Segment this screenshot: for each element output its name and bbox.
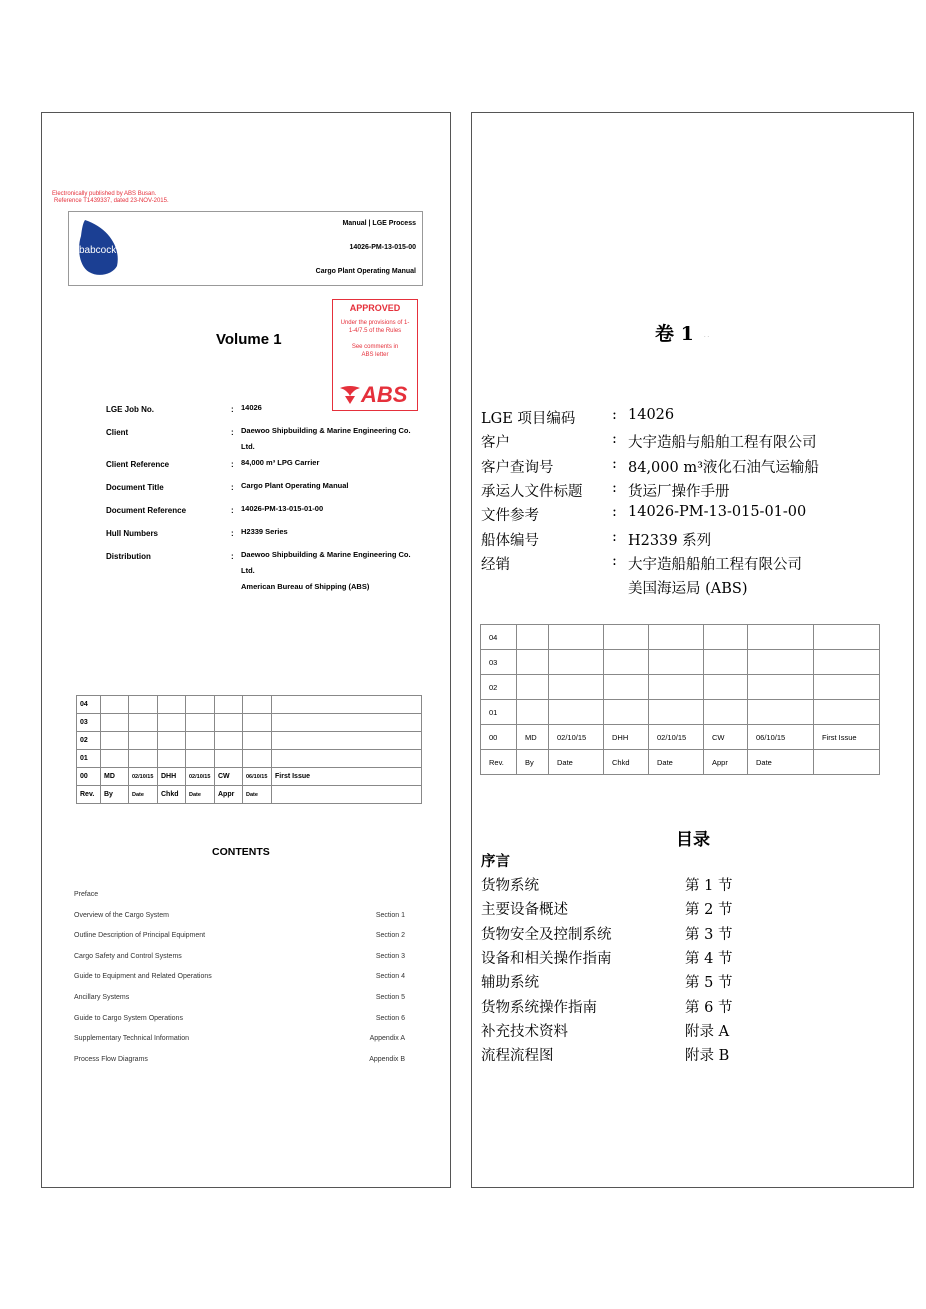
revision-cell bbox=[517, 650, 549, 675]
revision-cell: Rev. bbox=[481, 750, 517, 775]
toc-item-name-cn: 补充技术资料 bbox=[481, 1023, 568, 1040]
revision-cell bbox=[604, 675, 649, 700]
contents-item-name: Cargo Safety and Control Systems bbox=[74, 952, 182, 960]
revision-cell bbox=[704, 700, 748, 725]
contents-item-ref: Section 3 bbox=[375, 952, 405, 960]
contents-item bbox=[74, 891, 405, 898]
document-header bbox=[68, 211, 423, 286]
toc-item-ref-cn: 附录 B bbox=[685, 1048, 730, 1065]
revision-cell: 03 bbox=[481, 650, 517, 675]
revision-cell: Rev. bbox=[77, 786, 101, 804]
info-label: Distribution bbox=[106, 552, 151, 561]
revision-cell bbox=[186, 732, 215, 750]
revision-cell bbox=[517, 675, 549, 700]
revision-cell: CW bbox=[215, 768, 243, 786]
revision-cell: 02 bbox=[481, 675, 517, 700]
toc-item-ref-cn: 第 4 节 bbox=[685, 950, 733, 967]
contents-item-name: Guide to Cargo System Operations bbox=[74, 1014, 183, 1022]
revision-cell bbox=[101, 696, 129, 714]
info-label-cn: LGE 项目编码 bbox=[481, 411, 576, 427]
revision-row bbox=[77, 786, 422, 804]
revision-cell bbox=[704, 650, 748, 675]
revision-cell bbox=[186, 714, 215, 732]
revision-cell bbox=[814, 625, 880, 650]
contents-item bbox=[74, 953, 405, 960]
contents-item-ref: Section 6 bbox=[375, 1014, 405, 1022]
revision-cell: 06/10/15 bbox=[243, 768, 272, 786]
revision-cell bbox=[215, 696, 243, 714]
revision-cell: 02/10/15 bbox=[129, 768, 158, 786]
info-value: H2339 Series bbox=[241, 527, 288, 536]
revision-cell bbox=[158, 714, 186, 732]
revision-row bbox=[77, 696, 422, 714]
header-doc-number: 14026-PM-13-015-00 bbox=[349, 244, 416, 251]
contents-item-ref: Section 2 bbox=[375, 932, 405, 940]
info-value-cn: H2339 系列 bbox=[628, 532, 712, 549]
contents-item-name: Supplementary Technical Information bbox=[74, 1035, 190, 1043]
toc-item-name-cn: 货物系统 bbox=[481, 878, 539, 894]
info-label-cn: 文件参考 bbox=[481, 508, 539, 525]
revision-cell bbox=[748, 650, 814, 675]
contents-item bbox=[74, 1035, 405, 1042]
revision-cell: First Issue bbox=[814, 725, 880, 750]
faint-dots: . . bbox=[704, 333, 710, 339]
logo-wordmark: babcock bbox=[79, 245, 117, 256]
revision-cell bbox=[215, 732, 243, 750]
contents-item bbox=[74, 973, 405, 980]
revision-row bbox=[481, 675, 880, 700]
stamp-comments: See comments in ABS letter bbox=[351, 344, 399, 358]
toc-item-cn bbox=[481, 1020, 736, 1041]
volume-title: Volume 1 bbox=[216, 331, 282, 348]
info-label-cn: 客户 bbox=[481, 435, 510, 452]
contents-item-name: Preface bbox=[74, 891, 99, 898]
info-label-cn: 经销 bbox=[481, 556, 510, 573]
revision-cell: Appr bbox=[215, 786, 243, 804]
revision-cell bbox=[604, 650, 649, 675]
contents-item-ref: Section 1 bbox=[375, 911, 405, 919]
revision-row bbox=[77, 750, 422, 768]
stamp-abs: ABS bbox=[361, 382, 408, 407]
revision-cell bbox=[549, 675, 604, 700]
revision-cell bbox=[243, 714, 272, 732]
revision-cell bbox=[129, 750, 158, 768]
revision-row bbox=[77, 768, 422, 786]
revision-cell: 02/10/15 bbox=[186, 768, 215, 786]
revision-cell bbox=[272, 750, 422, 768]
revision-cell bbox=[243, 696, 272, 714]
toc-item-name-cn: 货物安全及控制系统 bbox=[481, 926, 612, 943]
revision-cell bbox=[649, 675, 704, 700]
info-label-cn: 承运人文件标题 bbox=[481, 483, 583, 500]
revision-cell: 01 bbox=[481, 700, 517, 725]
revision-cell: 02 bbox=[77, 732, 101, 750]
revision-cell bbox=[101, 732, 129, 750]
revision-cell bbox=[814, 750, 880, 775]
english-cover-page: Electronically published by ABS Busan. Reference T1439337, dated 23-NOV-2015. babcock Manual | LGE Process 14026-PM-13-015-00 Cargo Plant Operating Manual Volume 1 APPROVED Under the provisions of 1-1-4/7.5 of the Rules See comments in ABS letter ABS LGE Job No. : 14026 Client : Daewoo Shipbuilding & Marine Engineering Co. Ltd. Client Reference : 84,000 m³ LPG Carrier Document Title : Cargo Plant Operating Manual Document Reference : 14026-PM-13-015-01-00 Hull Numbers : H2339 Series Distribution : Daewoo Shipbuilding & Marine Engineering Co. Ltd. American Bureau of Shipping (ABS) 04 03 02 01 00 MD 02/10/15 DHH 02/10/15 CW 06/10/15 First Issue Rev. By Date Chkd Date Appr Date CONTENTS Preface Overview of the Cargo System Section 1 Outline Description of Principal Equipment Section 2 Cargo Safety and Control Systems Section 3 Guide to Equipment and Related Operations Section 4 Ancillary Systems Section 5 Guide to Cargo System Operations Section 6 Supplementary Technical Information Appendix A Process Flow Diagrams Appendix B bbox=[41, 112, 451, 1188]
revision-cell bbox=[186, 750, 215, 768]
info-label: LGE Job No. bbox=[106, 405, 154, 414]
toc-item-ref-cn: 附录 A bbox=[685, 1023, 730, 1040]
toc-item-cn bbox=[481, 874, 736, 895]
info-colon-cn: : bbox=[612, 504, 617, 521]
info-value: 14026-PM-13-015-01-00 bbox=[241, 504, 324, 513]
revision-cell: DHH bbox=[158, 768, 186, 786]
info-colon-cn: : bbox=[612, 407, 617, 423]
revision-cell: Date bbox=[186, 786, 215, 804]
revision-table-cn bbox=[480, 624, 880, 775]
contents-item-name: Process Flow Diagrams bbox=[74, 1055, 148, 1063]
revision-cell bbox=[129, 732, 158, 750]
info-value-cn: 大宇造船与船舶工程有限公司 bbox=[628, 435, 817, 452]
revision-cell: Date bbox=[129, 786, 158, 804]
revision-cell: 04 bbox=[77, 696, 101, 714]
revision-row bbox=[77, 714, 422, 732]
revision-cell bbox=[649, 650, 704, 675]
revision-cell: 06/10/15 bbox=[748, 725, 814, 750]
revision-cell: Date bbox=[748, 750, 814, 775]
revision-cell bbox=[704, 625, 748, 650]
revision-cell bbox=[243, 750, 272, 768]
contents-title: CONTENTS bbox=[212, 846, 270, 858]
contents-item-ref: Section 5 bbox=[375, 994, 405, 1001]
revision-cell bbox=[549, 650, 604, 675]
info-colon-cn: : bbox=[612, 479, 617, 496]
info-value: Cargo Plant Operating Manual bbox=[241, 481, 349, 490]
revision-cell bbox=[814, 700, 880, 725]
info-value-cn: 货运厂操作手册 bbox=[628, 483, 730, 500]
abs-approval-stamp bbox=[332, 299, 418, 411]
revision-cell: By bbox=[101, 786, 129, 804]
contents-item-name: Ancillary Systems bbox=[74, 994, 130, 1001]
revision-cell bbox=[704, 675, 748, 700]
revision-cell bbox=[748, 625, 814, 650]
revision-cell bbox=[272, 714, 422, 732]
info-colon-cn: : bbox=[612, 431, 617, 448]
revision-cell: CW bbox=[704, 725, 748, 750]
info-label-cn: 客户查询号 bbox=[481, 459, 554, 476]
contents-item-ref: Appendix A bbox=[369, 1035, 405, 1043]
revision-cell: 01 bbox=[77, 750, 101, 768]
info-value-cn: 美国海运局 (ABS) bbox=[628, 581, 748, 598]
volume-title-cn: 卷 1 bbox=[655, 323, 694, 345]
revision-cell bbox=[186, 696, 215, 714]
revision-cell bbox=[129, 696, 158, 714]
toc-item-cn bbox=[481, 923, 736, 944]
contents-item-name: Outline Description of Principal Equipment bbox=[74, 932, 206, 940]
info-label-cn: 船体编号 bbox=[481, 532, 539, 549]
revision-cell: Appr bbox=[704, 750, 748, 775]
revision-cell: Date bbox=[649, 750, 704, 775]
revision-cell bbox=[215, 750, 243, 768]
contents-item-name: Overview of the Cargo System bbox=[74, 911, 169, 919]
toc-item-ref-cn: 第 2 节 bbox=[685, 902, 733, 919]
revision-cell: 02/10/15 bbox=[649, 725, 704, 750]
revision-cell bbox=[101, 750, 129, 768]
revision-cell bbox=[101, 714, 129, 732]
revision-cell: 00 bbox=[481, 725, 517, 750]
info-value: 14026 bbox=[241, 403, 262, 412]
chinese-cover-page bbox=[471, 112, 914, 1188]
toc-item-name-cn: 货物系统操作指南 bbox=[481, 999, 597, 1016]
revision-cell: Chkd bbox=[604, 750, 649, 775]
revision-cell: 04 bbox=[481, 625, 517, 650]
revision-row bbox=[481, 625, 880, 650]
header-doc-title: Cargo Plant Operating Manual bbox=[315, 268, 416, 275]
revision-cell bbox=[517, 625, 549, 650]
stamp-approved: APPROVED bbox=[349, 303, 401, 313]
revision-cell bbox=[272, 732, 422, 750]
contents-item bbox=[74, 1015, 405, 1022]
contents-item bbox=[74, 912, 405, 919]
info-value-cn: 84,000 m³液化石油气运输船 bbox=[628, 459, 819, 476]
contents-item-ref: Appendix B bbox=[369, 1055, 405, 1063]
toc-item-cn bbox=[481, 1044, 736, 1065]
revision-cell bbox=[814, 675, 880, 700]
revision-cell: Chkd bbox=[158, 786, 186, 804]
electronic-publication-note: Electronically published by ABS Busan. Reference T1439337, dated 23-NOV-2015. bbox=[52, 191, 169, 204]
revision-cell bbox=[649, 625, 704, 650]
info-value: 84,000 m³ LPG Carrier bbox=[241, 458, 320, 467]
info-label: Document Reference bbox=[106, 506, 187, 515]
revision-cell bbox=[549, 700, 604, 725]
toc-preface-cn: 序言 bbox=[481, 854, 510, 870]
info-label: Client bbox=[106, 428, 129, 437]
revision-cell: First Issue bbox=[272, 768, 422, 786]
revision-cell bbox=[517, 700, 549, 725]
toc-item-name-cn: 主要设备概述 bbox=[481, 902, 568, 919]
contents-item bbox=[74, 994, 405, 1001]
toc-item-ref-cn: 第 3 节 bbox=[685, 926, 733, 943]
contents-item bbox=[74, 932, 405, 939]
info-colon-cn: : bbox=[612, 528, 617, 545]
stamp-provisions: Under the provisions of 1-1-4/7.5 of the Rules bbox=[340, 320, 410, 334]
toc-item-name-cn: 辅助系统 bbox=[481, 975, 539, 992]
revision-cell bbox=[748, 700, 814, 725]
revision-cell bbox=[549, 625, 604, 650]
revision-cell: By bbox=[517, 750, 549, 775]
info-value-cn: 14026 bbox=[628, 407, 675, 423]
toc-item-ref-cn: 第 5 节 bbox=[685, 975, 733, 992]
revision-cell: MD bbox=[517, 725, 549, 750]
revision-cell: 00 bbox=[77, 768, 101, 786]
toc-item-name-cn: 设备和相关操作指南 bbox=[481, 950, 612, 967]
contents-item-ref: Section 4 bbox=[375, 973, 405, 981]
revision-cell: MD bbox=[101, 768, 129, 786]
info-value: Daewoo Shipbuilding & Marine Engineering Co. Ltd. bbox=[241, 426, 411, 451]
info-value: Daewoo Shipbuilding & Marine Engineering Co. Ltd. American Bureau of Shipping (ABS) bbox=[241, 550, 411, 591]
revision-cell bbox=[158, 696, 186, 714]
revision-cell: 02/10/15 bbox=[549, 725, 604, 750]
revision-row bbox=[77, 732, 422, 750]
info-label: Hull Numbers bbox=[106, 529, 159, 538]
revision-row bbox=[481, 725, 880, 750]
revision-row bbox=[481, 750, 880, 775]
revision-cell bbox=[243, 732, 272, 750]
toc-item-ref-cn: 第 6 节 bbox=[685, 999, 733, 1016]
revision-cell bbox=[129, 714, 158, 732]
toc-item-cn bbox=[481, 996, 736, 1017]
revision-cell bbox=[158, 732, 186, 750]
revision-cell: Date bbox=[549, 750, 604, 775]
toc-item-ref-cn: 第 1 节 bbox=[685, 878, 733, 894]
revision-cell bbox=[604, 700, 649, 725]
revision-table bbox=[76, 695, 422, 804]
revision-cell bbox=[158, 750, 186, 768]
revision-cell bbox=[649, 700, 704, 725]
toc-title-cn: 目录 bbox=[676, 830, 710, 850]
revision-cell bbox=[604, 625, 649, 650]
info-value-cn: 14026-PM-13-015-01-00 bbox=[628, 504, 807, 521]
revision-cell: Date bbox=[243, 786, 272, 804]
toc-item-name-cn: 流程流程图 bbox=[481, 1048, 554, 1065]
header-manual-type: Manual | LGE Process bbox=[342, 220, 416, 227]
info-value-cn: 大宇造船船舶工程有限公司 bbox=[628, 556, 802, 573]
revision-cell: 03 bbox=[77, 714, 101, 732]
revision-row bbox=[481, 650, 880, 675]
revision-cell: DHH bbox=[604, 725, 649, 750]
revision-cell bbox=[215, 714, 243, 732]
toc-item-cn bbox=[481, 898, 736, 919]
toc-item-cn bbox=[481, 971, 736, 992]
info-colon-cn: : bbox=[612, 455, 617, 472]
info-label: Document Title bbox=[106, 483, 164, 492]
revision-cell bbox=[272, 696, 422, 714]
info-label: Client Reference bbox=[106, 460, 170, 469]
toc-item-cn bbox=[481, 947, 736, 968]
revision-cell bbox=[272, 786, 422, 804]
revision-cell bbox=[748, 675, 814, 700]
info-colon-cn: : bbox=[612, 552, 617, 569]
contents-item bbox=[74, 1056, 405, 1063]
revision-row bbox=[481, 700, 880, 725]
contents-item-name: Guide to Equipment and Related Operations bbox=[74, 973, 212, 981]
revision-cell bbox=[814, 650, 880, 675]
